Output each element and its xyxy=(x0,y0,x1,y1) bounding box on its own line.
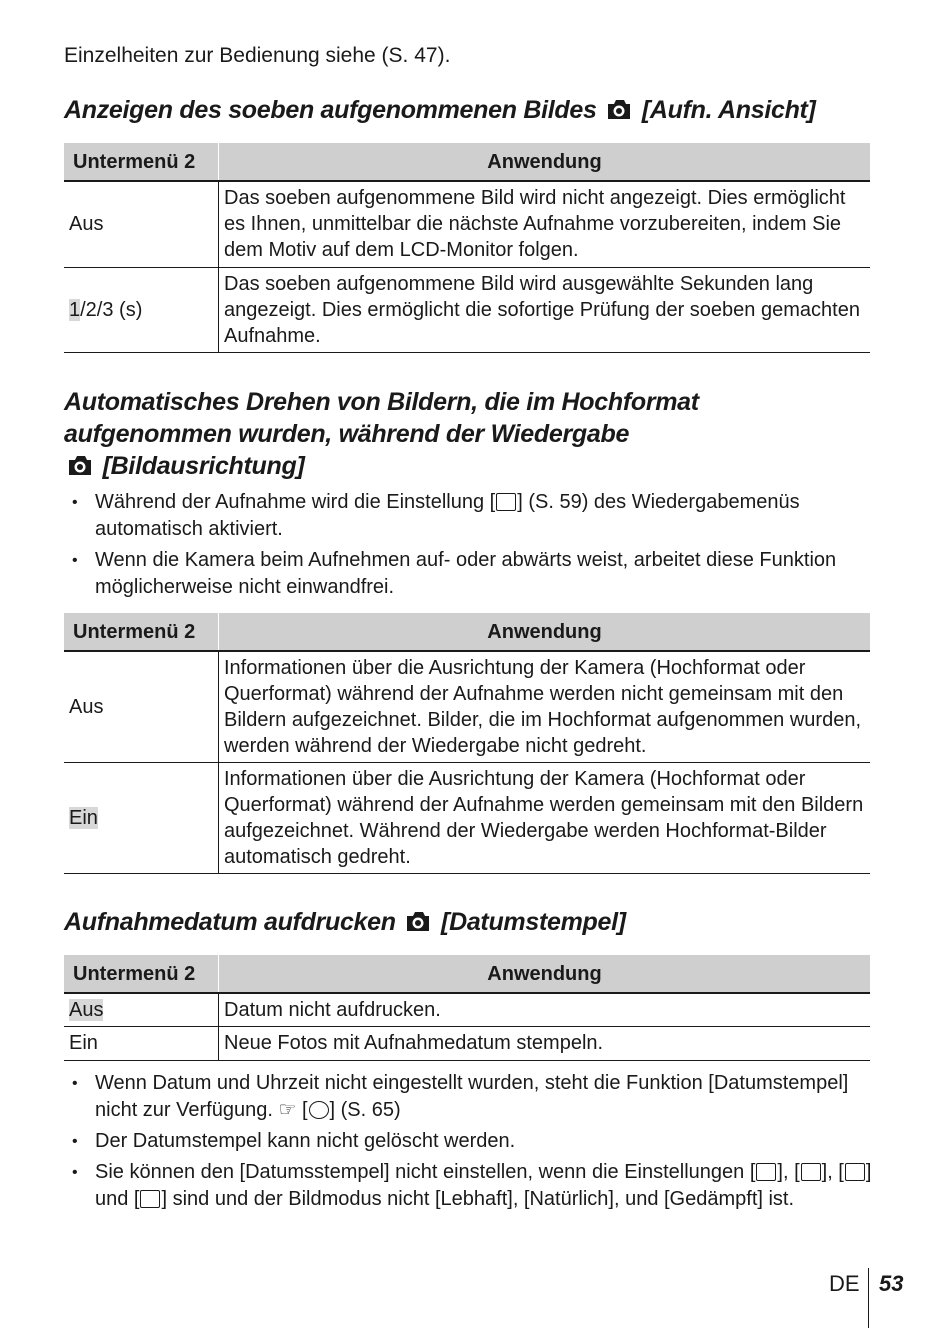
description-cell: Das soeben aufgenommene Bild wird nicht angezeigt. Dies ermöglicht es Ihnen, unmittelbar die nächste Aufnahme vorzubereiten, indem Sie dem Motiv auf dem LCD-Monitor folgen. xyxy=(219,181,871,267)
hi-burst-2-icon xyxy=(140,1190,160,1208)
section-heading-datumstempel xyxy=(64,906,884,938)
option-cell xyxy=(64,762,219,873)
burst-1-icon xyxy=(756,1163,776,1181)
section-heading-bildausrichtung xyxy=(64,386,884,482)
table-row xyxy=(64,993,870,1026)
column-header: Untermenü 2 xyxy=(64,614,219,652)
intro-text: Einzelheiten zur Bedienung siehe (S. 47). xyxy=(64,44,451,67)
default-highlight: Ein xyxy=(69,806,98,829)
camera-icon xyxy=(605,97,633,121)
option-text: /2/3 (s) xyxy=(80,298,143,321)
heading-text: Aufnahmedatum aufdrucken xyxy=(64,908,396,936)
option-cell: Aus xyxy=(64,651,219,762)
table-row xyxy=(64,762,870,873)
list-item: • Der Datumstempel kann nicht gelöscht werden. xyxy=(64,1128,884,1155)
default-highlight: Aus xyxy=(69,998,104,1021)
heading-setting: [Aufn. Ansicht] xyxy=(641,96,816,124)
option-cell xyxy=(64,993,219,1026)
column-header: Untermenü 2 xyxy=(64,144,219,182)
notes-list xyxy=(64,1070,884,1217)
submenu-table-aufn-ansicht xyxy=(64,143,870,353)
heading-line: Automatisches Drehen von Bildern, die im Hochformat xyxy=(64,388,699,416)
default-highlight: 1 xyxy=(69,298,81,321)
heading-line: aufgenommen wurden, während der Wiedergabe xyxy=(64,420,630,448)
heading-setting: [Bildausrichtung] xyxy=(102,452,305,480)
footer-language: DE xyxy=(829,1271,860,1296)
table-row xyxy=(64,267,870,352)
list-item: • Wenn die Kamera beim Aufnehmen auf- oder abwärts weist, arbeitet diese Funktion möglicherweise nicht einwandfrei. xyxy=(64,547,884,601)
hi-burst-1-icon xyxy=(845,1163,865,1181)
description-cell: Datum nicht aufdrucken. xyxy=(219,993,871,1026)
table-row xyxy=(64,1026,870,1060)
column-header: Untermenü 2 xyxy=(64,956,219,994)
list-item: • Sie können den [Datumsstempel] nicht einstellen, wenn die Einstellungen [ ], [ ], [ ] und [ ] sind und der Bildmodus nicht [Lebhaft], [Natürlich], und [Gedämpft] ist. xyxy=(64,1159,884,1213)
heading-setting: [Datumstempel] xyxy=(441,908,626,936)
page-number: 53 xyxy=(879,1271,904,1296)
camera-icon xyxy=(66,453,94,477)
submenu-table-bildausrichtung xyxy=(64,613,870,874)
burst-2-icon xyxy=(801,1163,821,1181)
description-cell: Informationen über die Ausrichtung der Kamera (Hochformat oder Querformat) während der Aufnahme werden nicht gemeinsam mit den Bildern aufgezeichnet. Bilder, die im Hochformat aufgenommen wurden, werden während der Wiedergabe nicht gedreht. xyxy=(219,651,871,762)
description-cell: Neue Fotos mit Aufnahmedatum stempeln. xyxy=(219,1026,871,1060)
option-cell xyxy=(64,267,219,352)
table-row xyxy=(64,651,870,762)
column-header: Anwendung xyxy=(219,144,871,182)
table-row xyxy=(64,181,870,267)
section-heading-aufn-ansicht xyxy=(64,94,884,126)
clock-icon xyxy=(309,1101,329,1119)
description-cell: Informationen über die Ausrichtung der Kamera (Hochformat oder Querformat) während der Aufnahme werden gemeinsam mit den Bildern aufgezeichnet. Während der Wiedergabe werden Hochformat-Bilder automatisch gedreht. xyxy=(219,762,871,873)
option-cell: Aus xyxy=(64,181,219,267)
notes-list xyxy=(64,489,884,605)
option-cell: Ein xyxy=(64,1026,219,1060)
reference-hand-icon: ☞ xyxy=(278,1099,297,1121)
list-item: • Während der Aufnahme wird die Einstellung [ ] (S. 59) des Wiedergabemenüs automatisch aktiviert. xyxy=(64,489,884,543)
description-cell: Das soeben aufgenommene Bild wird ausgewählte Sekunden lang angezeigt. Dies ermöglicht die sofortige Prüfung der soeben gemachten Aufnahme. xyxy=(219,267,871,352)
footer-divider xyxy=(868,1268,869,1328)
rotate-icon xyxy=(496,493,516,511)
column-header: Anwendung xyxy=(219,614,871,652)
heading-text: Anzeigen des soeben aufgenommenen Bildes xyxy=(64,96,597,124)
camera-icon xyxy=(404,909,432,933)
submenu-table-datumstempel xyxy=(64,955,870,1061)
list-item: • Wenn Datum und Uhrzeit nicht eingestellt wurden, steht die Funktion [Datumstempel] nicht zur Verfügung. ☞ [ ] (S. 65) xyxy=(64,1070,884,1124)
column-header: Anwendung xyxy=(219,956,871,994)
